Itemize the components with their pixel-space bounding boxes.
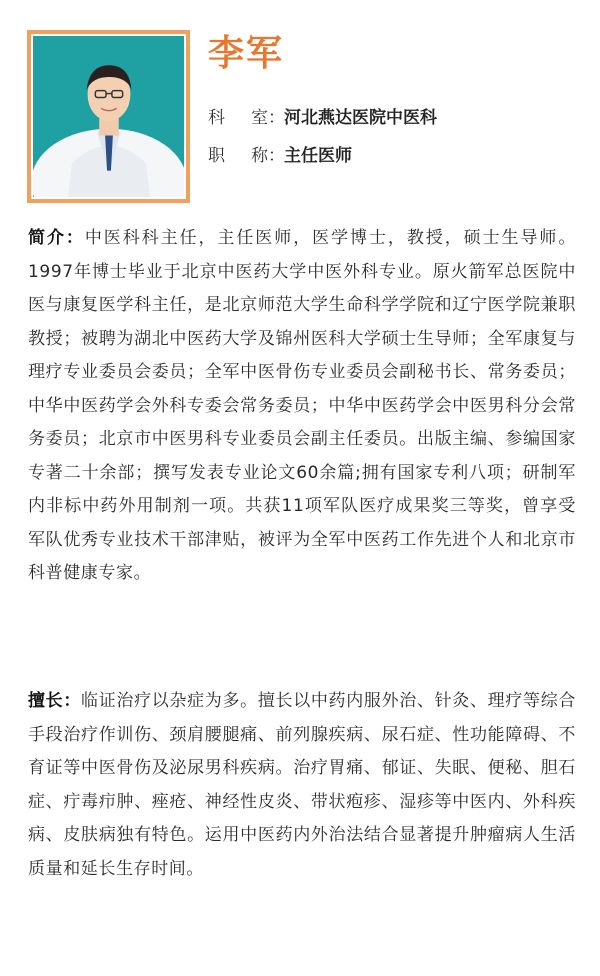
title-row [208, 144, 352, 168]
department-label: 科 室： [208, 108, 285, 128]
specialty-section [28, 685, 576, 886]
title-label: 职 称： [208, 146, 285, 166]
doctor-photo-frame [27, 30, 190, 203]
intro-text: 中医科科主任，主任医师，医学博士，教授，硕士生导师。1997年博士毕业于北京中医药大学中医外科专业。原火箭军总医院中医与康复医学科主任，是北京师范大学生命科学学院和辽宁医学院兼职教授；被聘为湖北中医药大学及锦州医科大学硕士生导师；全军康复与理疗专业委员会委员；全军中医骨伤专业委员会副秘书长、常务委员；中华中医药学会外科专委会常务委员；中华中医药学会中医男科分会常务委员；北京市中医男科专业委员会副主任委员。出版主编、参编国家专著二十余部；撰写发表专业论文60余篇;拥有国家专利八项；研制军内非标中药外用制剂一项。共获11项军队医疗成果奖三等奖，曾享受军队优秀专业技术干部津贴，被评为全军中医药工作先进个人和北京市科普健康专家。 [28, 228, 576, 583]
department-row [208, 106, 437, 130]
doctor-name: 李军 [208, 33, 285, 74]
doctor-photo [33, 36, 184, 197]
title-value: 主任医师 [284, 146, 352, 166]
intro-label: 简介： [28, 228, 85, 248]
specialty-label: 擅长： [28, 691, 82, 711]
doctor-portrait-image [33, 36, 184, 197]
specialty-text: 临证治疗以杂症为多。擅长以中药内服外治、针灸、理疗等综合手段治疗作训伤、颈肩腰腿痛、前列腺疾病、尿石症、性功能障碍、不育证等中医骨伤及泌尿男科疾病。治疗胃痛、郁证、失眠、便秘、胆石症、疔毒疖肿、痤疮、神经性皮炎、带状疱疹、湿疹等中医内、外科疾病、皮肤病独有特色。运用中医药内外治法结合显著提升肿瘤病人生活质量和延长生存时间。 [28, 691, 576, 879]
intro-section [28, 222, 576, 591]
department-value: 河北燕达医院中医科 [284, 108, 437, 128]
